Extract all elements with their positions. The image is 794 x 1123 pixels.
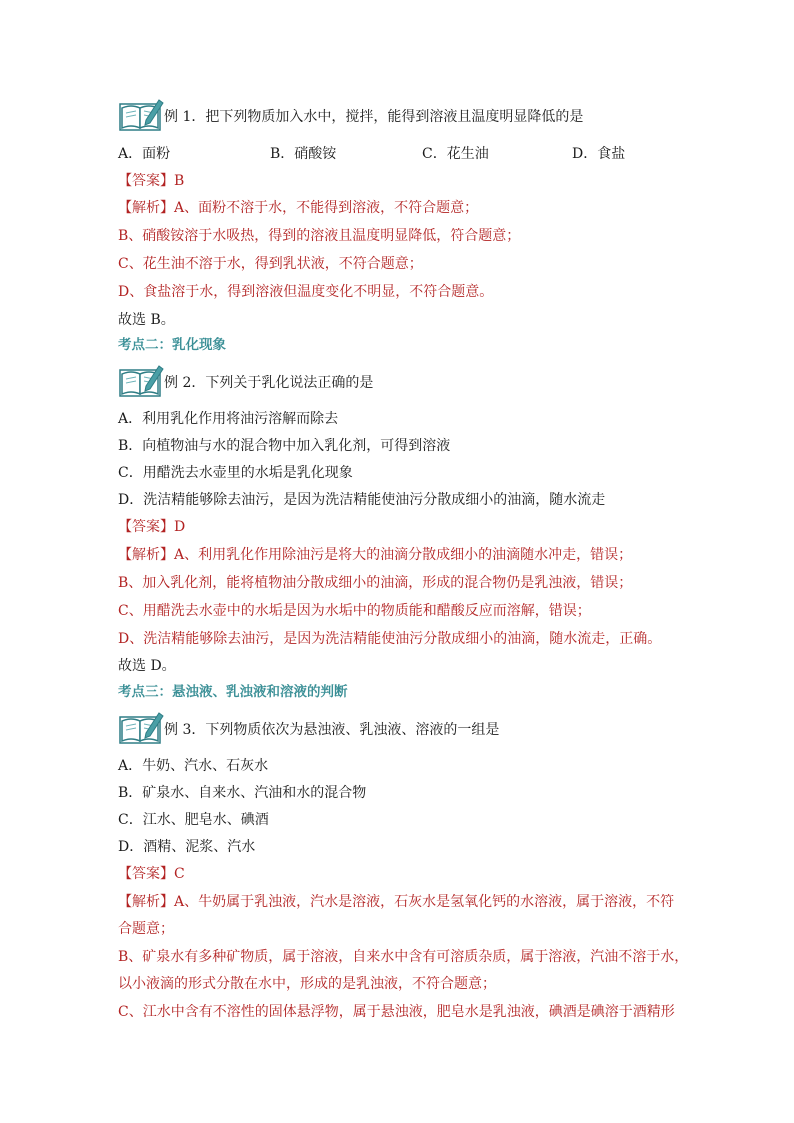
book-pencil-icon — [118, 96, 164, 132]
answer-label: 【答案】 — [118, 173, 174, 189]
analysis-line: 以小液滴的形式分散在水中，形成的是乳浊液，不符合题意； — [118, 976, 496, 992]
book-pencil-icon — [118, 362, 164, 398]
analysis-line — [118, 893, 674, 911]
option-b: B．向植物油与水的混合物中加入乳化剂，可得到溶液 — [118, 438, 451, 454]
key-point-heading: 考点三：悬浊液、乳浊液和溶液的判断 — [118, 684, 348, 700]
analysis-line: C、江水中含有不溶性的固体悬浮物，属于悬浊液，肥皂水是乳浊液，碘酒是碘溶于酒精形 — [118, 1004, 675, 1020]
option-b: B．硝酸铵 — [270, 146, 337, 162]
book-pencil-icon — [118, 709, 164, 745]
key-point-heading: 考点二：乳化现象 — [118, 337, 226, 353]
analysis-text: A、面粉不溶于水，不能得到溶液，不符合题意； — [174, 200, 479, 216]
analysis-line: B、加入乳化剂，能将植物油分散成细小的油滴，形成的混合物仍是乳浊液，错误； — [118, 575, 633, 591]
analysis-line — [118, 546, 632, 564]
answer-label: 【答案】 — [118, 866, 174, 882]
option-b: B．矿泉水、自来水、汽油和水的混合物 — [118, 785, 367, 801]
analysis-line: D、洗洁精能够除去油污，是因为洗洁精能使油污分散成细小的油滴，随水流走，正确。 — [118, 631, 662, 647]
analysis-line: B、矿泉水有多种矿物质，属于溶液，自来水中含有可溶质杂质，属于溶液，汽油不溶于水， — [118, 949, 689, 965]
example-2-question: 例 2．下列关于乳化说法正确的是 — [164, 375, 374, 391]
analysis-line: D、食盐溶于水，得到溶液但温度变化不明显，不符合题意。 — [118, 284, 494, 300]
option-a: A．面粉 — [118, 146, 171, 162]
answer-label: 【答案】 — [118, 519, 174, 535]
analysis-line: B、硝酸铵溶于水吸热，得到的溶液且温度明显降低，符合题意； — [118, 228, 521, 244]
option-a: A．利用乳化作用将油污溶解而除去 — [118, 411, 339, 427]
answer-line — [118, 518, 185, 536]
option-d: D．食盐 — [572, 146, 626, 162]
answer-value: C — [174, 866, 185, 882]
answer-value: D — [174, 519, 186, 535]
analysis-line — [118, 199, 478, 217]
option-a: A．牛奶、汽水、石灰水 — [118, 758, 269, 774]
option-d: D．酒精、泥浆、汽水 — [118, 839, 256, 855]
analysis-line: C、花生油不溶于水，得到乳状液，不符合题意； — [118, 256, 423, 272]
analysis-text: A、利用乳化作用除油污是将大的油滴分散成细小的油滴随水冲走，错误； — [174, 547, 633, 563]
conclusion: 故选 B。 — [118, 312, 175, 328]
analysis-line: C、用醋洗去水壶中的水垢是因为水垢中的物质能和醋酸反应而溶解，错误； — [118, 603, 591, 619]
option-c: C．用醋洗去水壶里的水垢是乳化现象 — [118, 465, 353, 481]
option-c: C．江水、肥皂水、碘酒 — [118, 812, 269, 828]
answer-line — [118, 865, 185, 883]
analysis-line: 合题意； — [118, 921, 174, 937]
conclusion: 故选 D。 — [118, 658, 176, 674]
example-1-question: 例 1．把下列物质加入水中，搅拌，能得到溶液且温度明显降低的是 — [164, 109, 584, 125]
answer-value: B — [174, 173, 185, 189]
answer-line — [118, 172, 184, 190]
analysis-label: 【解析】 — [118, 894, 174, 910]
analysis-text: A、牛奶属于乳浊液，汽水是溶液，石灰水是氢氧化钙的水溶液，属于溶液，不符 — [174, 894, 675, 910]
analysis-label: 【解析】 — [118, 200, 174, 216]
option-c: C．花生油 — [422, 146, 489, 162]
analysis-label: 【解析】 — [118, 547, 174, 563]
option-d: D．洗洁精能够除去油污，是因为洗洁精能使油污分散成细小的油滴，随水流走 — [118, 492, 606, 508]
example-3-question: 例 3．下列物质依次为悬浊液、乳浊液、溶液的一组是 — [164, 722, 500, 738]
